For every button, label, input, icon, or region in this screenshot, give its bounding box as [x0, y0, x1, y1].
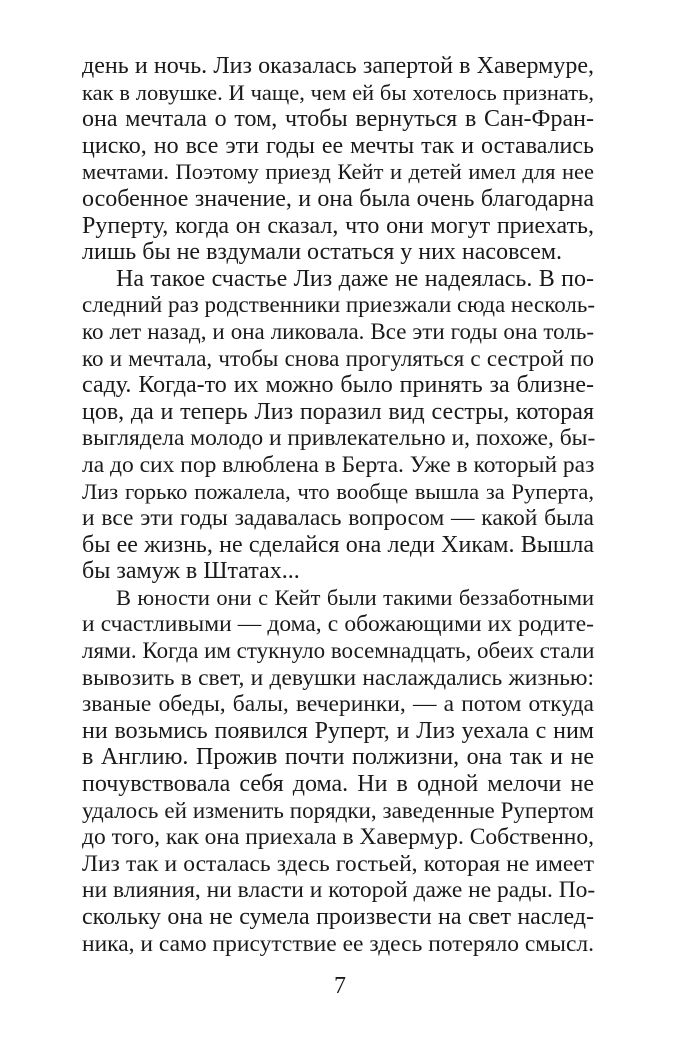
text-line: в Англию. Прожив почти полжизни, она так и не: [82, 744, 594, 771]
text-line: цов, да и теперь Лиз поразил вид сестры, которая: [82, 398, 594, 425]
text-line: В юности они с Кейт были такими беззаботными: [116, 584, 594, 610]
text-line: ко и мечтала, чтобы снова прогуляться с сестрой по: [82, 345, 594, 371]
text-line: лишь бы не вздумали остаться у них насовсем.: [82, 239, 563, 266]
text-line: ни возьмись появился Руперт, и Лиз уехала с ним: [82, 717, 594, 744]
text-line: почувствовала себя дома. Ни в одной мелочи не: [82, 771, 594, 798]
text-line: Лиз горько пожалела, что вообще вышла за Руперта,: [82, 478, 594, 504]
text-line: ла до сих пор влюблена в Берта. Уже в который раз: [82, 451, 595, 478]
text-line: ко лет назад, и она ликовала. Все эти годы она толь-: [82, 318, 594, 344]
text-line: следний раз родственники приезжали сюда несколь-: [82, 292, 596, 318]
text-line: саду. Когда-то их можно было принять за близне-: [82, 372, 594, 399]
page-number: 7: [334, 973, 346, 999]
text-line: ни влияния, ни власти и которой даже не рады. По-: [82, 877, 596, 904]
text-line: лями. Когда им стукнуло восемнадцать, обеих стали: [82, 638, 595, 664]
text-line: бы ее жизнь, не сделайся она леди Хикам. Вышла: [82, 531, 594, 558]
text-line: Лиз так и осталась здесь гостьей, которая не имеет: [82, 850, 594, 877]
text-line: выглядела молодо и привлекательно и, похоже, бы-: [82, 425, 596, 452]
text-line: вывозить в свет, и девушки наслаждались жизнью:: [82, 664, 594, 691]
text-line: особенное значение, и она была очень благодарна: [82, 185, 594, 212]
text-line: она мечтала о том, чтобы вернуться в Сан-Фран-: [82, 106, 594, 133]
text-line: удалось ей изменить порядки, заведенные Рупертом: [82, 797, 594, 823]
text-line: ника, и само присутствие ее здесь потеряло смысл.: [82, 930, 594, 957]
text-line: бы замуж в Штатах...: [82, 558, 300, 585]
text-line: и счастливыми — дома, с обожающими их родите-: [82, 611, 594, 638]
text-line: до того, как она приехала в Хавермур. Собственно,: [82, 824, 594, 851]
text-line: званые обеды, балы, вечеринки, — а потом откуда: [82, 691, 594, 718]
text-line: мечтами. Поэтому приезд Кейт и детей имел для нее: [82, 159, 594, 185]
text-line: день и ночь. Лиз оказалась запертой в Хавермуре,: [82, 53, 594, 79]
body-text: [82, 53, 594, 957]
text-line: и все эти годы задавалась вопросом — какой была: [82, 505, 594, 532]
text-line: циско, но все эти годы ее мечты так и оставались: [82, 132, 594, 159]
text-line: скольку она не сумела произвести на свет наслед-: [82, 904, 594, 930]
text-line: На такое счастье Лиз даже не надеялась. В по-: [116, 265, 594, 292]
text-line: Руперту, когда он сказал, что они могут приехать,: [82, 212, 594, 239]
text-line: как в ловушке. И чаще, чем ей бы хотелось признать,: [82, 79, 594, 105]
